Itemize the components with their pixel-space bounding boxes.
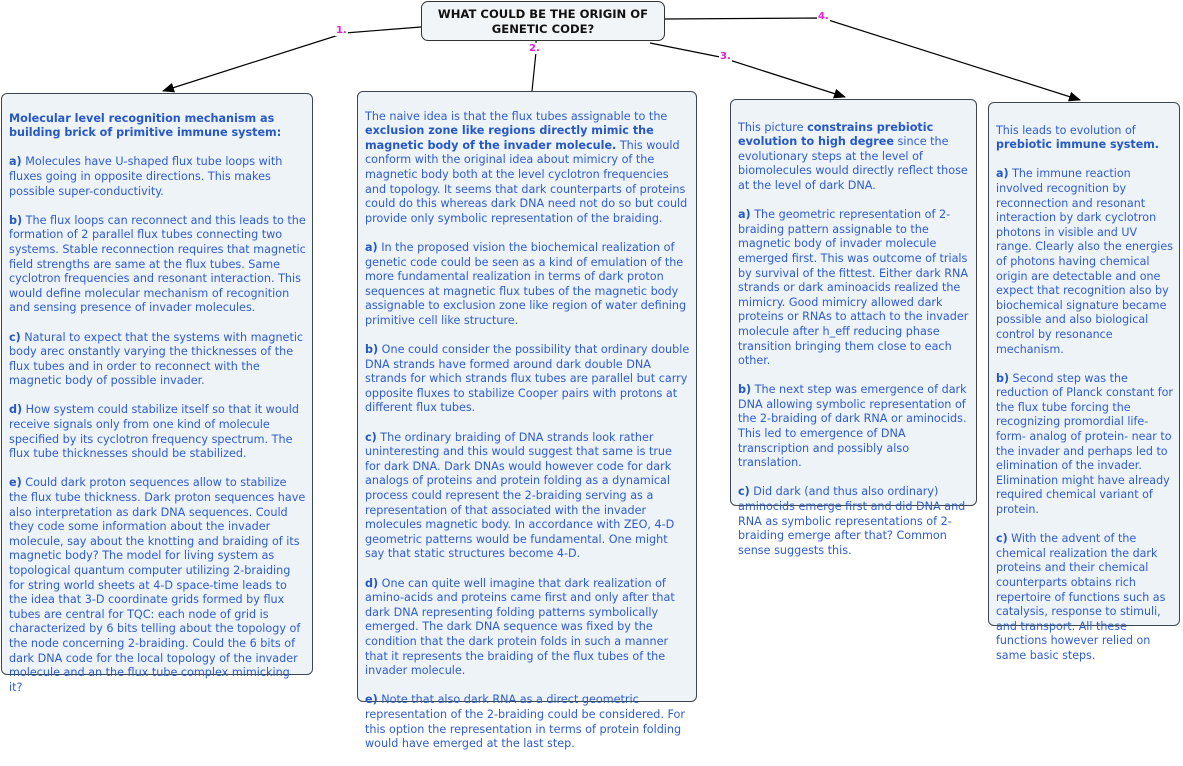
branch-label-1: 1. xyxy=(336,25,347,36)
topic-1-item-b: b) The flux loops can reconnect and this leads to the formation of 2 parallel flux tubes connecting two systems. Stable reconnection requires that magnetic field strengths are same at the flux tubes. Same cyclotron frequencies and resonant interaction. This would define molecular mechanism of recognition and sensing presence of invader molecules. xyxy=(9,213,306,315)
topic-1-item-c: c) Natural to expect that the systems with magnetic body arec onstantly varying the thicknesses of the flux tubes and in order to reconnect with the magnetic body of possible invader. xyxy=(9,330,304,388)
topic-prebiotic-evolution[interactable] xyxy=(730,99,977,557)
link-3 xyxy=(650,43,845,97)
branch-label-3: 3. xyxy=(720,51,731,62)
topic-2-item-c: c) The ordinary braiding of DNA strands look rather uninteresting and this would suggest that same is true for dark DNA. Dark DNAs would however code for dark analogs of proteins and protein folding as a dynamical process could represent the 2-braiding serving as a representation of that associated with the invader molecules magnetic body. In accordance with ZEO, 4-D geometric patterns would be fundamental. One might say that static structures become 4-D. xyxy=(365,430,675,561)
topic-2-item-e: e) Note that also dark RNA as a direct geometric representation of the 2-braiding could be considered. For this option the representation in terms of protein folding would have emerged at the last step. xyxy=(365,693,685,751)
topic-3-intro: This picture constrains prebiotic evolution to high degree since the evolutionary steps at the level of biomolecules would directly reflect those at the level of dark DNA. xyxy=(738,120,968,192)
topic-4-item-c: c) With the advent of the chemical realization the dark proteins and their chemical counterparts obtains rich repertoire of functions such as catalysis, response to stimuli, and transport. All these functions however relied on same basic steps. xyxy=(996,532,1166,662)
link-1 xyxy=(163,27,421,91)
topic-2-item-a: a) In the proposed vision the biochemical realization of genetic code could be seen as a kind of emulation of the more fundamental realization in terms of dark proton sequences at magnetic flux tubes of the magnetic body assignable to exclusion zone like region of water defining primitive cell like structure. xyxy=(365,240,687,327)
branch-label-4: 4. xyxy=(818,11,829,22)
root-title-line1: WHAT COULD BE THE ORIGIN OF xyxy=(437,7,649,21)
topic-1-items xyxy=(9,141,306,710)
topic-1-title: Molecular level recognition mechanism as building brick of primitive immune system: xyxy=(9,111,282,140)
root-topic[interactable] xyxy=(421,1,665,41)
topic-flux-tube-mimicry[interactable] xyxy=(357,91,697,751)
root-title-line2: GENETIC CODE? xyxy=(491,22,595,36)
topic-2-intro: The naive idea is that the flux tubes assignable to the exclusion zone like regions directly mimic the magnetic body of the invader molecule. This would conform with the original idea about mimicry of the magnetic body both at the level cyclotron frequencies and topology. It seems that dark counterparts of proteins could do this whereas dark DNA need not do so but could provide only symbolic representation of the braiding. xyxy=(365,109,688,225)
topic-3-item-c: c) Did dark (and thus also ordinary) aminocids emerge first and did DNA and RNA as symbolic representations of 2-braiding emerge after that? Common sense suggests this. xyxy=(738,485,966,557)
topic-4-intro: This leads to evolution of prebiotic immune system. xyxy=(996,123,1159,152)
topic-prebiotic-immune-system[interactable] xyxy=(988,102,1180,662)
topic-1-item-d: d) How system could stabilize itself so that it would receive signals only from one kind of molecule specified by its cyclotron frequency spectrum. The flux tube thicknesses should be stabilized. xyxy=(9,403,299,461)
topic-3-item-b: b) The next step was emergence of dark DNA allowing symbolic representation of the 2-braiding of dark RNA or aminocids. This led to emergence of DNA transcription and possibly also translation. xyxy=(738,383,967,470)
branch-label-2: 2. xyxy=(529,43,540,54)
topic-1-item-a: a) Molecules have U-shaped flux tube loops with fluxes going in opposite directions. This makes possible super-conductivity. xyxy=(9,155,283,198)
topic-1-item-e: e) Could dark proton sequences allow to stabilize the flux tube thickness. Dark proton sequences have also interpretation as dark DNA sequences. Could they code some information about the invader molecule, say about the knotting and braiding of its magnetic body? The model for living system as topological quantum computer utilizing 2-braiding for string world sheets at 4-D space-time leads to the idea that 3-D coordinate grids formed by flux tubes are central for TQC: each node of grid is characterized by 6 bits telling about the topology of the node concerning 2-braiding. Could the 6 bits of dark DNA code for the local topology of the invader molecule and an the flux tube complex mimicking it? xyxy=(9,476,306,694)
topic-3-item-a: a) The geometric representation of 2-braiding pattern assignable to the magnetic body of invader molecule emerged first. This was outcome of trials by survival of the fittest. Either dark RNA strands or dark aminoacids realized the mimicry. Good mimicry allowed dark proteins or RNAs to attach to the invader molecule after h_eff reducing phase transition bringing them close to each other. xyxy=(738,208,969,368)
topic-2-item-b: b) One could consider the possibility that ordinary double DNA strands have formed around dark double DNA strands for which strands flux tubes are parallel but carry opposite fluxes to stabilize Cooper pairs with protons at different flux tubes. xyxy=(365,343,690,415)
topic-4-item-a: a) The immune reaction involved recognition by reconnection and resonant interaction by dark cyclotron photons in visible and UV range. Clearly also the energies of photons having chemical origin are detectable and one expect that recognition also by biochemical signature became possible and also biological control by resonance mechanism. xyxy=(996,167,1173,356)
topic-immune-recognition[interactable] xyxy=(1,93,313,694)
topic-2-item-d: d) One can quite well imagine that dark realization of amino-acids and proteins came first and only after that dark DNA representing folding patterns symbolically emerged. The dark DNA sequence was fixed by the condition that the dark protein folds in such a manner that it represents the braiding of the flux tubes of the invader molecule. xyxy=(365,576,675,678)
topic-4-item-b: b) Second step was the reduction of Planck constant for the flux tube forcing the recognizing promordial life-form- analog of protein- near to the invader and perhaps led to elimination of the invader. Elimination might have already required chemical variant of protein. xyxy=(996,371,1173,517)
